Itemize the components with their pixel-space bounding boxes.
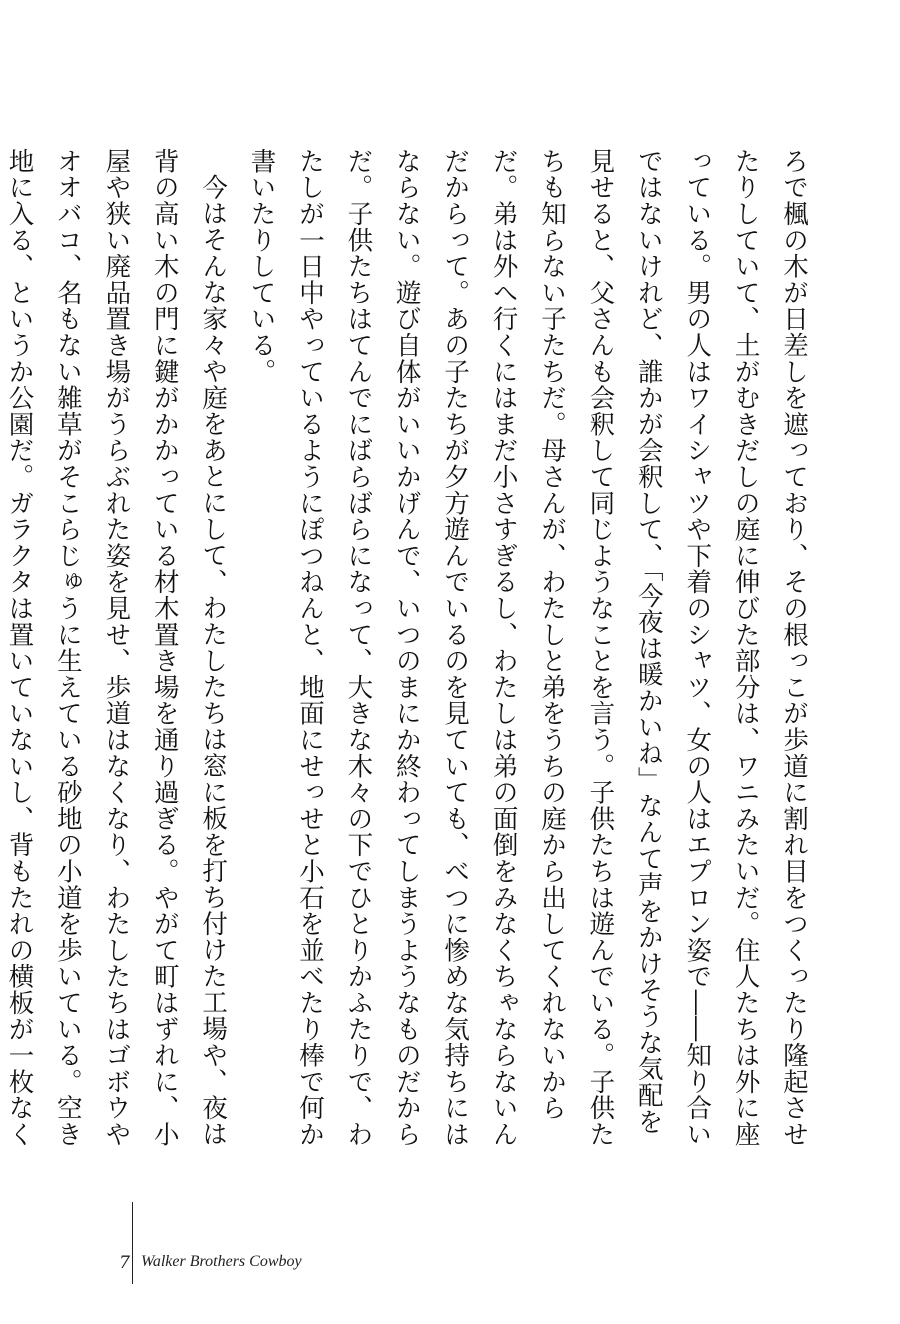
vertical-body-text — [4, 148, 818, 1148]
footer-divider — [132, 1202, 133, 1284]
page-number: 7 — [119, 1253, 130, 1273]
running-title: Walker Brothers Cowboy — [141, 1253, 302, 1270]
paragraph: 今はそんな家々や庭をあとにして、わたしたちは窓に板を打ち付けた工場や、夜は背の高い木の門に鍵がかかっている材木置き場を通り過ぎる。やがて町はずれに、小屋や狭い廃品置き場がうらぶれた姿を見せ、歩道はなくなり、わたしたちはゴボウやオオバコ、名もない雑草がそこらじゅうに生えている砂地の小道を歩いている。空き地に入る、というか公園だ。ガラクタは置いていないし、背もたれの横板が一枚なく — [4, 148, 229, 1148]
paragraph-continued: ろで楓の木が日差しを遮っており、その根っこが歩道に割れ目をつくったり隆起させたりしていて、土がむきだしの庭に伸びた部分は、ワニみたいだ。住人たちは外に座っている。男の人はワイシャツや下着のシャツ、女の人はエプロン姿で――知り合いではないけれど、誰かが会釈して、「今夜は暖かいね」なんて声をかけそうな気配を見せると、父さんも会釈して同じようなことを言う。子供たちは遊んでいる。子供たちも知らない子たちだ。母さんが、わたしと弟をうちの庭から出してくれないからだ。弟は外へ行くにはまだ小さすぎるし、わたしは弟の面倒をみなくちゃならないんだからって。あの子たちが夕方遊んでいるのを見ていても、べつに惨めな気持ちにはならない。遊び自体がいいかげんで、いつのまにか終わってしまうようなものだからだ。子供たちはてんでにばらばらになって、大きな木々の下でひとりかふたりで、わたしが一日中やっているようにぽつねんと、地面にせっせと小石を並べたり棒で何か書いたりしている。 — [246, 148, 809, 1148]
